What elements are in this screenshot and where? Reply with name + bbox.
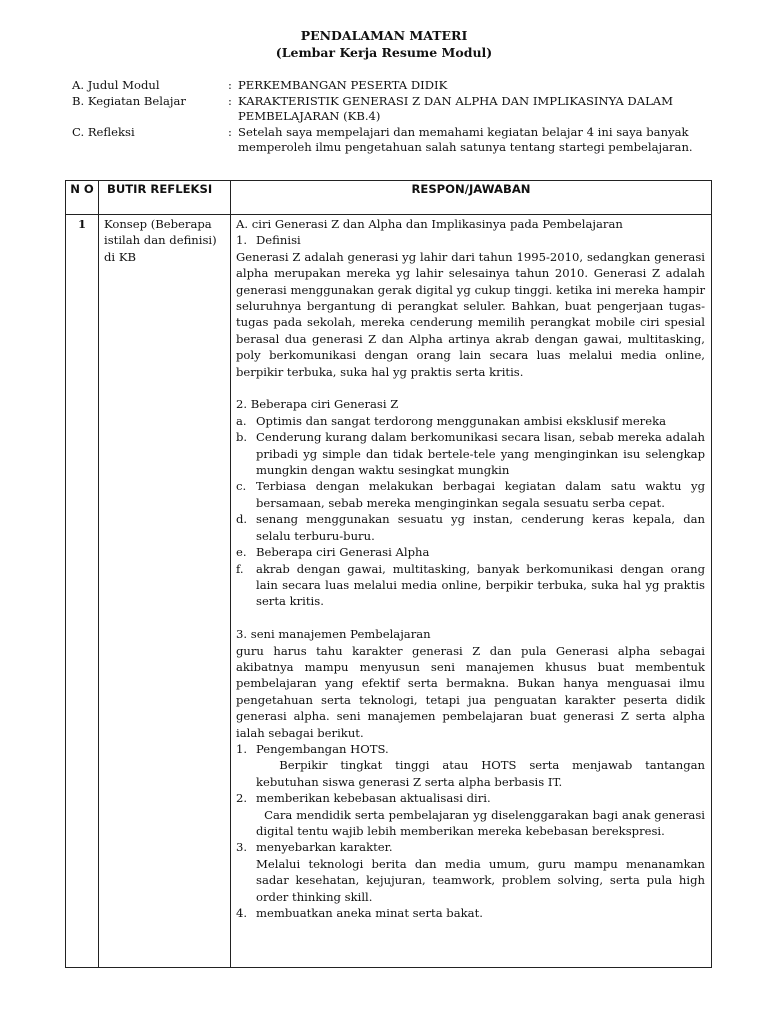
header-respon-jawaban: RESPON/JAWABAN — [231, 181, 712, 215]
list-text: membuatkan aneka minat serta bakat. — [256, 906, 483, 921]
list-marker: f. — [236, 561, 244, 576]
list-item — [236, 544, 705, 560]
list-item — [236, 905, 705, 921]
list-marker: a. — [236, 413, 247, 428]
meta-value: Setelah saya mempelajari dan memahami kegiatan belajar 4 ini saya banyak memperoleh ilmu pengetahuan salah satunya tentang startegi pembelajaran. — [238, 124, 693, 155]
row-number: 1 — [66, 215, 99, 968]
list-text: memberikan kebebasan aktualisasi diri. — [256, 791, 491, 806]
page-title: PENDALAMAN MATERI — [300, 28, 468, 43]
header-butir-refleksi: BUTIR REFLEKSI — [99, 181, 231, 215]
meta-key: B. Kegiatan Belajar — [72, 93, 186, 108]
page-subtitle: (Lembar Kerja Resume Modul) — [275, 45, 493, 60]
meta-key: C. Refleksi — [72, 124, 135, 139]
list-item — [236, 741, 705, 757]
reflection-table — [65, 180, 712, 968]
table-header-row — [66, 181, 712, 215]
list-item — [236, 478, 705, 511]
list-detail: Berpikir tingkat tinggi atau HOTS serta menjawab tantangan kebutuhan siswa generasi Z serta alpha berbasis IT. — [256, 758, 705, 789]
list-text: menyebarkan karakter. — [256, 840, 393, 855]
list-marker: c. — [236, 479, 247, 494]
list-marker: 3. — [236, 840, 248, 855]
meta-value: KARAKTERISTIK GENERASI Z DAN ALPHA DAN IMPLIKASINYA DALAM PEMBELAJARAN (KB.4) — [238, 93, 674, 124]
list-text: Cenderung kurang dalam berkomunikasi secara lisan, sebab mereka adalah pribadi yg simple dan tidak bertele-tele yang menginginkan isu selengkap mungkin dengan waktu sesingkat mungkin — [256, 430, 705, 478]
list-text: Pengembangan HOTS. — [256, 741, 389, 756]
module-info — [72, 78, 712, 156]
seni-text: guru harus tahu karakter generasi Z dan pula Generasi alpha sebagai akibatnya mampu menyusun seni manajemen khusus buat membentuk pembelajaran yang efektif serta bermakna. Bukan hanya menguasai ilmu pengetahuan serta teknologi, tetapi jua penguatan karakter peserta didik generasi alpha. seni manajemen pembelajaran buat generasi Z serta alpha ialah sebagai berikut. — [236, 643, 705, 740]
header-no: N O — [66, 181, 99, 215]
list-marker: 2. — [236, 791, 248, 806]
list-marker: 1. — [236, 741, 248, 756]
table-row — [66, 215, 712, 968]
list-item — [236, 429, 705, 478]
list-marker: 4. — [236, 906, 248, 921]
definisi-heading — [236, 232, 705, 248]
row-respon — [231, 215, 712, 968]
list-item — [236, 839, 705, 855]
meta-row-judul — [72, 78, 712, 94]
meta-sep: : — [228, 93, 232, 108]
meta-row-refleksi — [72, 125, 712, 156]
list-text: senang menggunakan sesuatu yg instan, cenderung keras kepala, dan selalu terburu-buru. — [256, 512, 705, 543]
list-marker: 1. — [236, 233, 248, 248]
list-text: akrab dengan gawai, multitasking, banyak berkomunikasi dengan orang lain secara luas melalui media online, berpikir terbuka, suka hal yg praktis serta kritis. — [256, 561, 705, 609]
list-item — [236, 413, 705, 429]
list-item — [236, 561, 705, 610]
definisi-text: Generasi Z adalah generasi yg lahir dari tahun 1995-2010, sedangkan generasi alpha merupakan mereka yg lahir selesainya tahun 2010. Generasi Z adalah generasi menggunakan gerak digital yg cukup tinggi. ketika ini mereka hampir seluruhnya bergantung di perangkat seluler. Bahkan, buat pengerjaan tugas-tugas pada sekolah, mereka cenderung memilih perangkat mobile ciri spesial berasal dua generasi Z dan Alpha artinya akrab dengan gawai, multitasking, poly berkomunikasi dengan orang lain secara luas melalui media online, berpikir terbuka, suka hal yg praktis serta kritis. — [236, 249, 705, 379]
seni-heading: 3. seni manajemen Pembelajaran — [236, 627, 431, 642]
meta-value: PERKEMBANGAN PESERTA DIDIK — [238, 78, 448, 92]
list-marker: e. — [236, 545, 247, 560]
meta-sep: : — [228, 78, 232, 92]
list-text: Optimis dan sangat terdorong menggunakan ambisi eksklusif mereka — [256, 413, 667, 428]
list-item — [236, 511, 705, 544]
list-item — [236, 790, 705, 806]
list-title: Definisi — [256, 233, 301, 248]
section-a-heading: A. ciri Generasi Z dan Alpha dan Implikasinya pada Pembelajaran — [236, 217, 623, 231]
meta-sep: : — [228, 124, 232, 139]
list-text: Beberapa ciri Generasi Alpha — [256, 545, 430, 560]
row-butir: Konsep (Beberapa istilah dan definisi) di KB — [99, 215, 231, 968]
list-text: Terbiasa dengan melakukan berbagai kegiatan dalam satu waktu yg bersamaan, sebab mereka menginginkan segala sesuatu serba cepat. — [256, 479, 705, 510]
ciri-heading: 2. Beberapa ciri Generasi Z — [236, 397, 399, 412]
meta-key: A. Judul Modul — [72, 78, 160, 92]
list-marker: b. — [236, 430, 248, 445]
list-detail: Melalui teknologi berita dan media umum, guru mampu menanamkan sadar kesehatan, kejujuran, teamwork, problem solving, serta pula high order thinking skill. — [256, 856, 705, 904]
list-marker: d. — [236, 512, 248, 527]
meta-row-kegiatan — [72, 94, 712, 125]
list-detail: Cara mendidik serta pembelajaran yg diselenggarakan bagi anak generasi digital tentu wajib lebih memberikan mereka kebebasan berekspresi. — [256, 807, 705, 838]
